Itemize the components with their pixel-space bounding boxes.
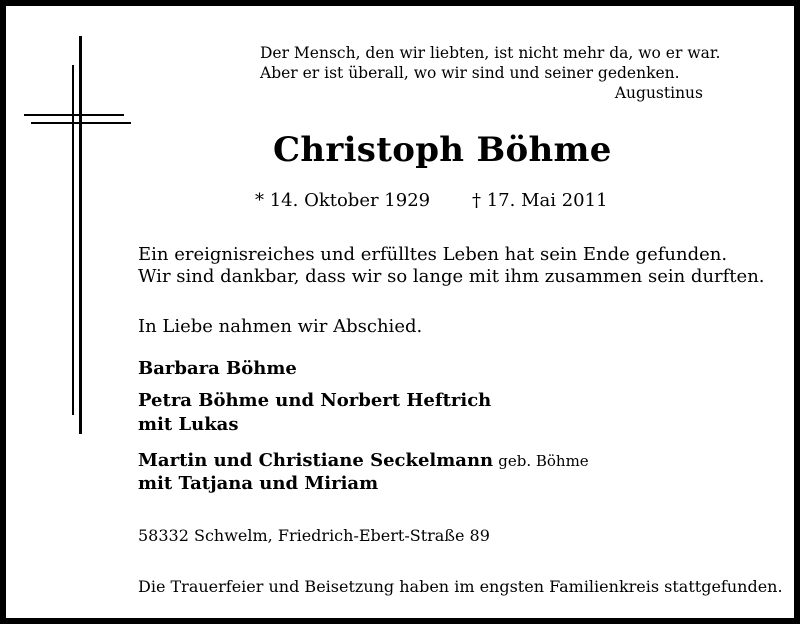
family-member-3-children: mit Tatjana und Miriam: [138, 473, 379, 494]
quote-author: Augustinus: [614, 84, 703, 102]
cross-vertical-line: [79, 36, 82, 434]
family-member-1: Barbara Böhme: [138, 358, 297, 379]
message-line-1: Ein ereignisreiches und erfülltes Leben hat sein Ende gefunden.: [138, 244, 728, 265]
family-member-3: Martin und Christiane Seckelmann: [138, 450, 494, 471]
message-line-2: Wir sind dankbar, dass wir so lange mit ihm zusammen sein durften.: [138, 266, 765, 287]
farewell-text: In Liebe nahmen wir Abschied.: [138, 316, 423, 337]
family-member-3-row: [138, 450, 589, 471]
cross-horizontal-line-lower: [31, 122, 131, 124]
family-member-3-maiden-name: geb. Böhme: [498, 452, 589, 470]
cross-horizontal-line: [24, 114, 124, 116]
family-member-2-children: mit Lukas: [138, 414, 239, 435]
birth-date: * 14. Oktober 1929: [255, 190, 431, 211]
quote-line-2: Aber er ist überall, wo wir sind und seiner gedenken.: [260, 64, 680, 82]
footer-note: Die Trauerfeier und Beisetzung haben im engsten Familienkreis stattgefunden.: [138, 577, 783, 596]
deceased-name: Christoph Böhme: [273, 130, 612, 170]
cross-vertical-line-inner: [72, 65, 74, 415]
death-date: † 17. Mai 2011: [472, 190, 608, 211]
family-member-2: Petra Böhme und Norbert Heftrich: [138, 390, 492, 411]
quote-line-1: Der Mensch, den wir liebten, ist nicht mehr da, wo er war.: [260, 44, 721, 62]
address: 58332 Schwelm, Friedrich-Ebert-Straße 89: [138, 526, 490, 545]
